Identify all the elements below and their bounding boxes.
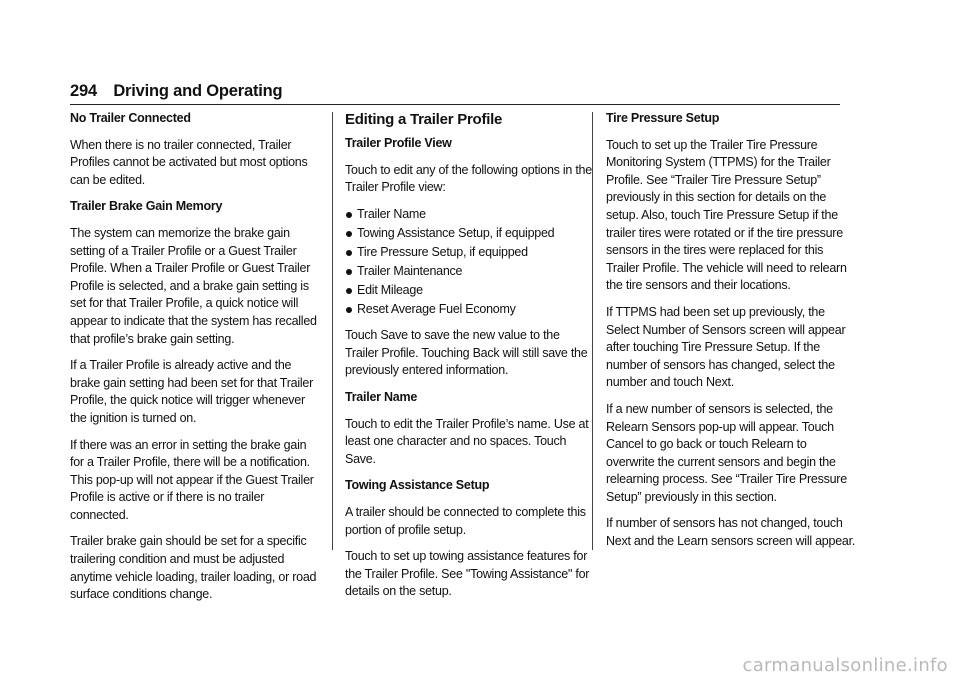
save-text: Touch Save to save the new value to the Trailer Profile. Touching Back will still save the previously entered information. [345, 328, 588, 378]
list-item: Tire Pressure Setup, if equipped [345, 244, 595, 262]
list-item: Trailer Maintenance [345, 263, 595, 281]
trailer-name-text: Touch to edit the Trailer Profile’s name. Use at least one character and no spaces. Touch Save. [345, 416, 589, 466]
tire-paragraph-1: Touch to set up the Trailer Tire Pressure Monitoring System (TTPMS) for the Trailer Profile. See “Trailer Tire Pressure Setup” previously in this section for details on the setup. Also, touch Tire Pressure Setup if the trailer tires were rotated or if the tire pressure sensors in the tires were replaced for this Trailer Profile. The vehicle will need to relearn the tire sensors and their locations. [606, 137, 847, 293]
profile-view-intro: Touch to edit any of the following options in the Trailer Profile view: [345, 162, 592, 195]
watermark: carmanualsonline.info [742, 655, 948, 676]
brake-gain-paragraph-3: If there was an error in setting the brake gain for a Trailer Profile, there will be a notification. This pop-up will not appear if the Guest Trailer Profile is active or if there is no trailer connected. [70, 437, 314, 522]
towing-heading: Towing Assistance Setup [345, 478, 490, 493]
brake-gain-heading: Trailer Brake Gain Memory [70, 199, 223, 214]
column-1 [70, 110, 320, 613]
header-rule [70, 104, 840, 105]
section-title: Driving and Operating [113, 82, 283, 100]
profile-options-list [345, 206, 595, 319]
towing-paragraph-2: Touch to set up towing assistance features for the Trailer Profile. See "Towing Assistance" for details on the setup. [345, 549, 590, 599]
list-item: Reset Average Fuel Economy [345, 301, 595, 319]
list-item: Edit Mileage [345, 282, 595, 300]
tire-paragraph-3: If a new number of sensors is selected, the Relearn Sensors pop-up will appear. Touch Cancel to go back or touch Relearn to overwrite the current sensors and begin the relearning process. See “Trailer Tire Pressure Setup” previously in this section. [606, 401, 847, 504]
column-3 [606, 110, 856, 560]
brake-gain-paragraph-1: The system can memorize the brake gain setting of a Trailer Profile or a Guest Trailer Profile. When a Trailer Profile or Guest Trailer Profile is selected, and a brake gain setting is set for that Trailer Profile, a quick notice will appear to indicate that the system has recalled that profile’s brake gain setting. [70, 225, 317, 346]
towing-paragraph-1: A trailer should be connected to complete this portion of profile setup. [345, 505, 586, 537]
no-trailer-heading: No Trailer Connected [70, 111, 191, 125]
brake-gain-paragraph-4: Trailer brake gain should be set for a specific trailering condition and must be adjusted anytime vehicle loading, trailer loading, or road surface conditions change. [70, 534, 317, 602]
tire-pressure-heading: Tire Pressure Setup [606, 111, 720, 125]
brake-gain-paragraph-2: If a Trailer Profile is already active and the brake gain setting had been set for that Trailer Profile, the quick notice will trigger whenever the ignition is turned on. [70, 358, 314, 425]
editing-profile-heading: Editing a Trailer Profile [345, 111, 503, 128]
trailer-name-heading: Trailer Name [345, 390, 418, 405]
page-header [70, 82, 840, 104]
profile-view-heading: Trailer Profile View [345, 136, 452, 150]
list-item: Towing Assistance Setup, if equipped [345, 225, 595, 243]
list-item: Trailer Name [345, 206, 595, 224]
page-number: 294 [70, 82, 97, 100]
no-trailer-text: When there is no trailer connected, Trailer Profiles cannot be activated but most options can be edited. [70, 137, 308, 187]
column-divider-2 [592, 112, 593, 550]
tire-paragraph-2: If TTPMS had been set up previously, the Select Number of Sensors screen will appear after touching Tire Pressure Setup. If the number of sensors has changed, select the number and touch Next. [606, 304, 846, 390]
tire-paragraph-4: If number of sensors has not changed, touch Next and the Learn sensors screen will appear. [606, 516, 856, 549]
column-2 [345, 110, 595, 610]
column-divider-1 [332, 112, 333, 550]
